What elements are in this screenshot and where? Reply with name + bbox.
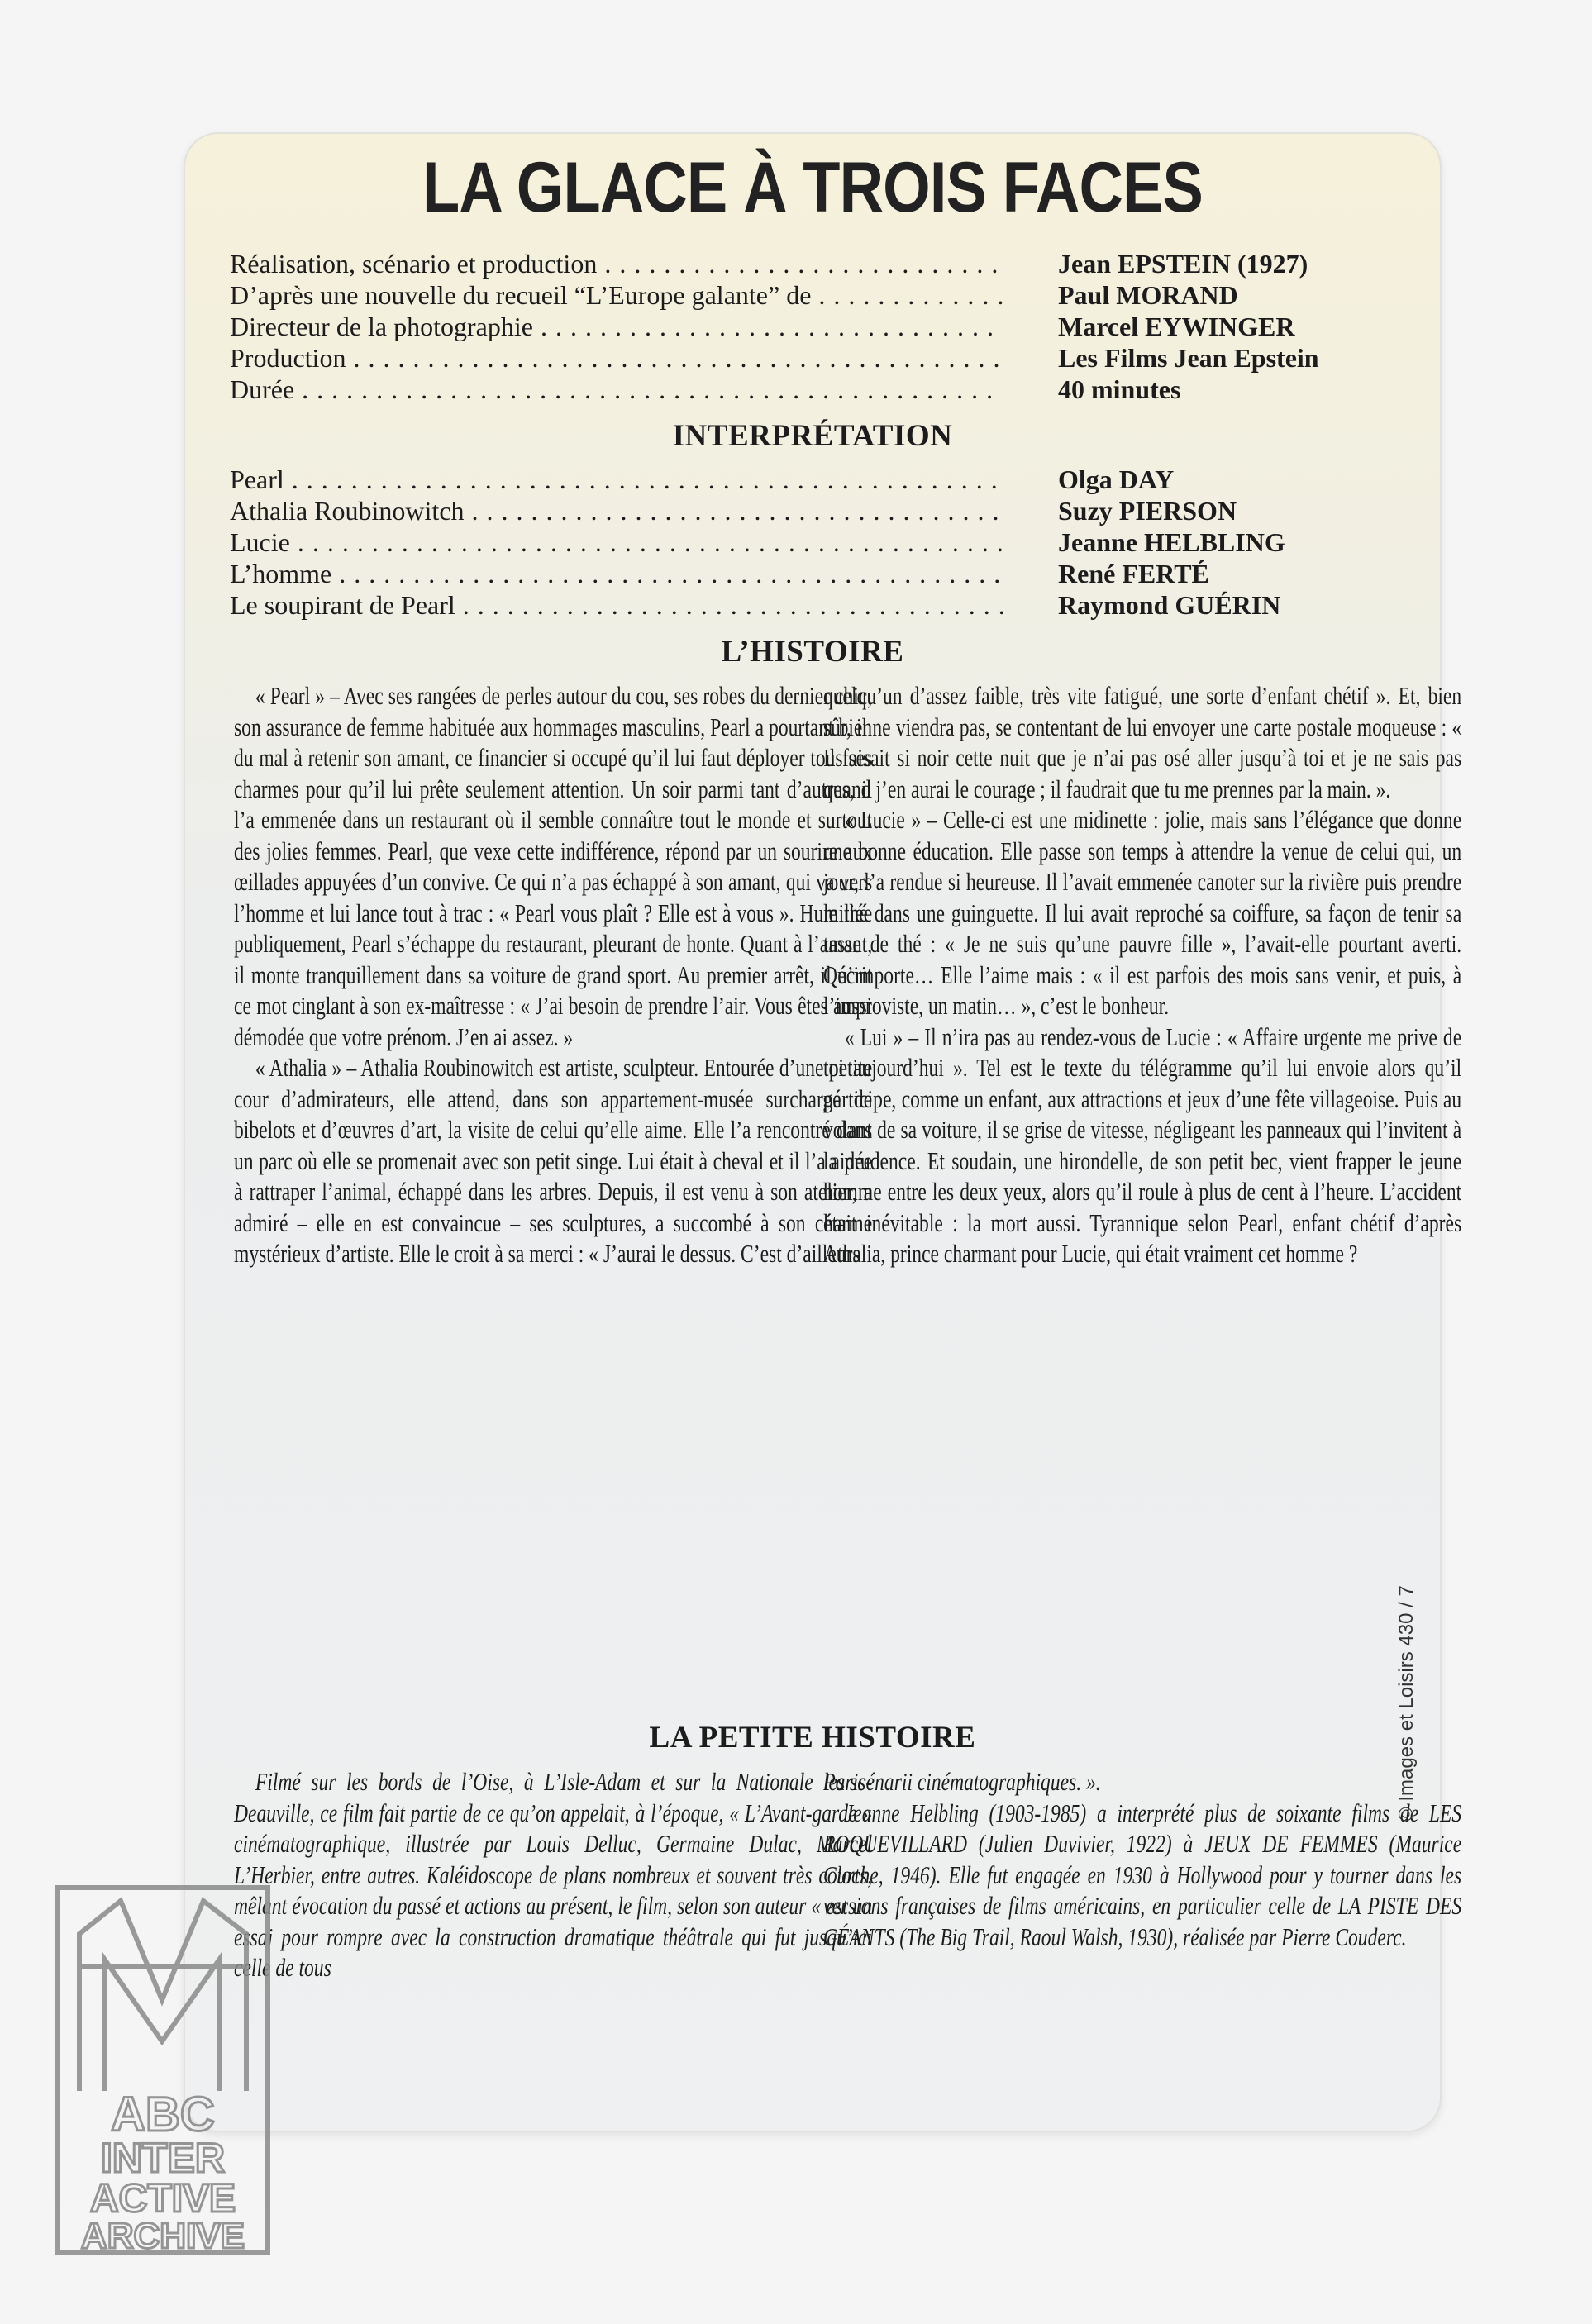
credit-value: Jean EPSTEIN (1927) [1058, 249, 1308, 279]
cast-actor: Raymond GUÉRIN [1058, 590, 1281, 620]
logo-text-abc: ABC [111, 2088, 215, 2141]
page-title: LA GLACE À TROIS FACES [422, 148, 1203, 227]
credit-row [230, 279, 1412, 311]
paragraph: « Pearl » – Avec ses rangées de perles autour du cou, ses robes du dernier chic, son assurance de femme habituée aux hommages masculins, Pearl a pourtant bien du mal à retenir son amant, ce financier si occupé qu’il lui faut déployer tous ses charmes pour qu’il lui prête seulement attention. Un soir parmi tant d’autres, il l’a emmenée dans un restaurant où il semble connaître tout le monde et surtout des jolies femmes. Pearl, que vexe cette indifférence, répond par un sourire aux œillades appuyées d’un convive. Ce qui n’a pas échappé à son amant, qui va vers l’homme et lui lance tout à trac : « Pearl vous plaît ? Elle est à vous ». Humiliée publiquement, Pearl s’échappe du restaurant, pleurant de honte. Quant à l’amant, il monte tranquillement dans sa voiture de grand sport. Au premier arrêt, il écrit ce mot cinglant à son ex-maîtresse : « J’ai besoin de prendre l’air. Vous êtes aussi démodée que votre prénom. J’en ai assez. » [234, 681, 873, 1051]
logo-text-inter: INTER [101, 2135, 225, 2181]
cast-actor: René FERTÉ [1058, 559, 1209, 588]
cast-actor: Jeanne HELBLING [1058, 527, 1285, 557]
paragraph: quelqu’un d’assez faible, très vite fatigué, une sorte d’enfant chétif ». Et, bien sûr, il ne viendra pas, se contentant de lui envoyer une carte postale moqueuse : « Il faisait si noir cette nuit que je n’ai pas osé aller jusqu’à toi et je ne sais pas quand j’en aurai le courage ; il faudrait que tu me prennes par la main. ». [823, 681, 1462, 803]
logo-text-archive: ARCHIVE [80, 2216, 245, 2256]
cast-actor: Olga DAY [1058, 464, 1175, 494]
credit-row [230, 342, 1412, 374]
logo-text-active: ACTIVE [89, 2177, 236, 2221]
interpretation-heading: INTERPRÉTATION [672, 419, 953, 453]
copyright-notice: © Images et Loisirs 430 / 7 [1395, 1585, 1418, 1822]
cast-row [230, 558, 1412, 589]
paragraph: « Athalia » – Athalia Roubinowitch est artiste, sculpteur. Entourée d’une petite cour d’admirateurs, elle attend, dans son appartement-musée surchargé de bibelots et d’œuvres d’art, la visite de celui qu’elle aime. Elle l’a rencontré dans un parc où elle se promenait avec son petit singe. Lui était à cheval et il l’a aidée à rattraper l’animal, échappé dans les arbres. Depuis, il est venu à son atelier, a admiré – elle en est convaincue – ses sculptures, a succombé à son charme mystérieux d’artiste. Elle le croit à sa merci : « J’aurai le dessus. C’est d’ailleurs [234, 1053, 873, 1268]
paragraph: Filmé sur les bords de l’Oise, à L’Isle-Adam et sur la Nationale Paris-Deauville, ce film fait partie de ce qu’on appelait, à l’époque, « L’Avant-garde » cinématographique, illustrée par Louis Delluc, Germaine Dulac, Marcel L’Herbier, entre autres. Kaléidoscope de plans nombreux et souvent très courts, mêlant évocation du passé et actions au présent, le film, selon son auteur « est un essai pour rompre avec la construction dramatique théâtrale qui fut jusqu’ici celle de tous [234, 1767, 873, 1982]
cast-role: L’homme . . . [230, 558, 1003, 589]
cast-row [230, 464, 1412, 495]
paragraph: « Lucie » – Celle-ci est une midinette : jolie, mais sans l’élégance que donne une bonne éducation. Elle passe son temps à attendre la venue de celui qui, un jour, l’a rendue si heureuse. Il l’avait emmenée canoter sur la rivière puis prendre le thé dans une guinguette. Il lui avait reproché sa coiffure, sa façon de tenir sa tasse de thé : « Je ne suis qu’une pauvre fille », l’avait-elle pourtant averti. Qu’importe… Elle l’aime mais : « il est parfois des mois sans venir, et puis, à l’improviste, un matin… », c’est le bonheur. [823, 805, 1462, 1020]
petite-histoire-right-column [823, 1766, 1461, 1952]
cast-list [230, 464, 1412, 621]
credit-row [230, 248, 1412, 279]
credit-row [230, 374, 1412, 405]
cast-actor: Suzy PIERSON [1058, 496, 1237, 526]
credit-value: 40 minutes [1058, 374, 1181, 404]
credit-value: Paul MORAND [1058, 280, 1238, 310]
cast-role: Le soupirant de Pearl . . . [230, 589, 1003, 621]
histoire-heading: L’HISTOIRE [721, 635, 904, 669]
histoire-left-column [234, 680, 872, 1269]
paragraph: « Lui » – Il n’ira pas au rendez-vous de Lucie : « Affaire urgente me prive de toi aujourd’hui ». Tel est le texte du télégramme qu’il lui envoie alors qu’il participe, comme un enfant, aux attractions et jeux d’une fête villageoise. Puis au volant de sa voiture, il se grise de vitesse, négligeant les panneaux qui l’invitent à la prudence. Et soudain, une hirondelle, de son petit bec, vient frapper le jeune homme entre les deux yeux, alors qu’il roule à plus de cent à l’heure. L’accident était inévitable : la mort aussi. Tyrannique selon Pearl, enfant chétif d’après Athalia, prince charmant pour Lucie, qui était vraiment cet homme ? [823, 1022, 1462, 1268]
credit-value: Les Films Jean Epstein [1058, 343, 1319, 373]
credit-label: D’après une nouvelle du recueil “L’Europe galante” de . . . [230, 279, 1003, 311]
cast-role: Athalia Roubinowitch . . . [230, 495, 1003, 526]
cast-row [230, 589, 1412, 621]
credit-label: Réalisation, scénario et production . . . [230, 248, 1003, 279]
cast-row [230, 495, 1412, 526]
paragraph: les scénarii cinématographiques. ». [823, 1767, 1101, 1796]
cast-role: Pearl . . . [230, 464, 1003, 495]
abc-archive-watermark-logo [55, 1884, 271, 2256]
paragraph: Jeanne Helbling (1903-1985) a interprété plus de soixante films de LES ROQUEVILLARD (Julien Duvivier, 1922) à JEUX DE FEMMES (Maurice Cloche, 1946). Elle fut engagée en 1930 à Hollywood pour y tourner dans les versions françaises de films américains, en particulier celle de LA PISTE DES GÉANTS (The Big Trail, Raoul Walsh, 1930), réalisée par Pierre Couderc. [823, 1798, 1462, 1951]
credit-label: Durée . . . [230, 374, 1003, 405]
credits-list [230, 248, 1412, 405]
credit-value: Marcel EYWINGER [1058, 312, 1295, 341]
cast-role: Lucie . . . [230, 526, 1003, 558]
petite-histoire-left-column [234, 1766, 872, 1983]
petite-histoire-heading: LA PETITE HISTOIRE [649, 1721, 976, 1755]
credit-row [230, 311, 1412, 342]
credit-label: Directeur de la photographie . . . [230, 311, 1003, 342]
histoire-right-column [823, 680, 1461, 1269]
credit-label: Production . . . [230, 342, 1003, 374]
cast-row [230, 526, 1412, 558]
